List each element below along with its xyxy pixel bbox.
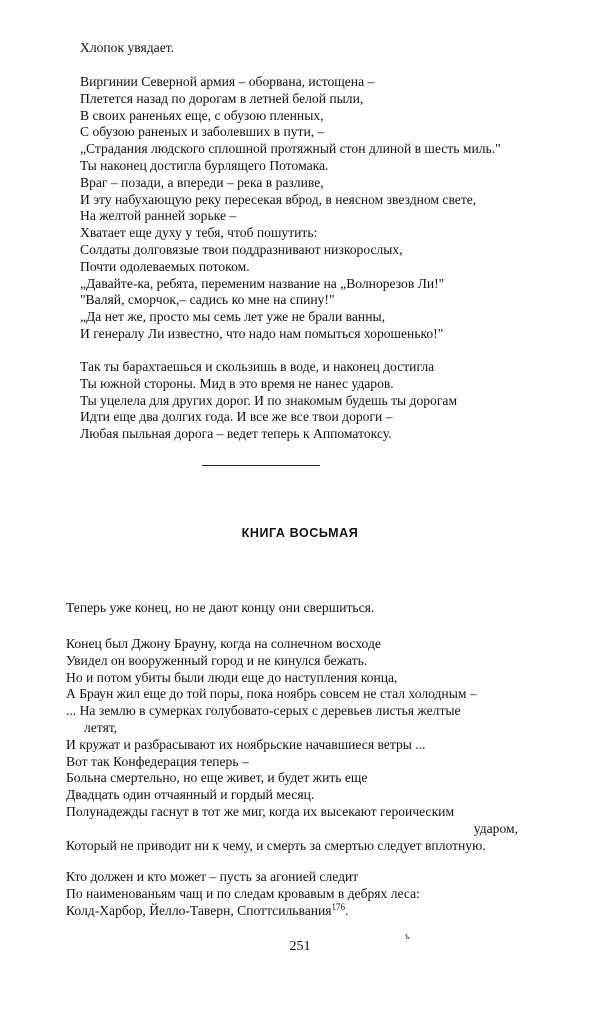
text-line: Хлопок увядает. bbox=[80, 40, 175, 55]
text-line: Солдаты долговязые твои поддразнивают низкорослых, bbox=[80, 241, 403, 257]
text-line: Враг – позади, а впереди – река в разливе, bbox=[80, 174, 324, 190]
epigraph bbox=[66, 600, 526, 617]
text-line: Но и потом убиты были люди еще до наступления конца, bbox=[66, 669, 398, 685]
text-line: Конец был Джону Брауну, когда на солнечном восходе bbox=[66, 636, 381, 651]
text-line: Полунадежды гаснут в тот же миг, когда их высекают героическим bbox=[66, 803, 455, 819]
text-line: И генералу Ли известно, что надо нам помыться хорошенько!" bbox=[80, 325, 444, 341]
text-line: А Браун жил еще до той поры, пока ноябрь совсем не стал холодным – bbox=[66, 686, 477, 702]
text-line: В своих раненьях еще, с обузою пленных, bbox=[80, 107, 324, 123]
text-line: Который не приводит ни к чему, и смерть за смертью следует вплотную. bbox=[66, 837, 486, 853]
intro-line bbox=[80, 40, 540, 57]
text-fragment: Колд-Харбор, Йелло-Таверн, Споттсильвания bbox=[66, 902, 332, 918]
stanza-south-side bbox=[80, 359, 540, 443]
page-number: 251 bbox=[289, 939, 311, 954]
text-line: "Валяй, сморчок,– садись ко мне на спину!" bbox=[80, 292, 335, 308]
text-line: На желтой ранней зорьке – bbox=[80, 208, 237, 224]
stanza-lee-army bbox=[80, 74, 540, 343]
text-line: Так ты барахтаешься и скользишь в воде, и наконец достигла bbox=[80, 359, 435, 374]
text-line: Ты наконец достигла бурлящего Потомака. bbox=[80, 157, 329, 173]
text-line-continuation: ударом, bbox=[473, 820, 518, 836]
text-line: И эту набухающую реку пересекая вброд, в неясном звездном свете, bbox=[80, 191, 477, 207]
text-line: Хватает еще духу у тебя, чтоб пошутить: bbox=[80, 225, 318, 241]
text-line: Идти еще два долгих года. И все же все твои дороги – bbox=[80, 409, 393, 425]
text-line: „Да нет же, просто мы семь лет уже не брали ванны, bbox=[80, 309, 385, 325]
stanza-john-brown bbox=[66, 636, 536, 854]
stanza-agony bbox=[66, 869, 536, 919]
text-fragment: . bbox=[345, 902, 349, 918]
text-line: Больна смертельно, но еще живет, и будет жить еще bbox=[66, 770, 368, 786]
text-line: С обузою раненых и заболевших в пути, – bbox=[80, 124, 325, 140]
footnote-reference[interactable]: 176 bbox=[331, 901, 346, 912]
text-line: Виргинии Северной армия – оборвана, истощена – bbox=[80, 74, 375, 89]
text-line: И кружат и разбрасывают их ноябрьские начавшиеся ветры ... bbox=[66, 736, 426, 752]
text-line: Плетется назад по дорогам в летней белой пыли, bbox=[80, 90, 364, 106]
text-line: ... На землю в сумерках голубовато-серых с деревьев листья желтые bbox=[66, 703, 461, 719]
text-line: Двадцать один отчаянный и гордый месяц. bbox=[66, 787, 315, 803]
book-heading: КНИГА ВОСЬМАЯ bbox=[241, 526, 359, 540]
text-line: „Давайте-ка, ребята, переменим название на „Волнорезов Ли!" bbox=[80, 275, 445, 291]
text-line: „Страдания людского сплошной протяжный стон длиной в шесть миль." bbox=[80, 141, 501, 157]
stray-ink-mark: ъ bbox=[405, 931, 410, 941]
text-line: Вот так Конфедерация теперь – bbox=[66, 753, 249, 769]
text-line-with-footnote bbox=[66, 903, 536, 920]
text-line: Теперь уже конец, но не дают концу они свершиться. bbox=[66, 600, 375, 615]
text-line: Почти одолеваемых потоком. bbox=[80, 258, 250, 274]
text-line: Любая пыльная дорога – ведет теперь к Аппоматоксу. bbox=[80, 426, 392, 442]
text-line: По наименованьям чащ и по следам кровавым в дебрях леса: bbox=[66, 885, 420, 901]
text-line: Увидел он вооруженный город и не кинулся бежать. bbox=[66, 652, 368, 668]
section-divider bbox=[202, 465, 320, 466]
text-line: Ты южной стороны. Мид в это время не нанес ударов. bbox=[80, 375, 394, 391]
text-line-continuation: летят, bbox=[84, 719, 118, 735]
text-line: Кто должен и кто может – пусть за агонией следит bbox=[66, 869, 359, 884]
text-line: Ты уцелела для других дорог. И по знакомым будешь ты дорогам bbox=[80, 392, 458, 408]
